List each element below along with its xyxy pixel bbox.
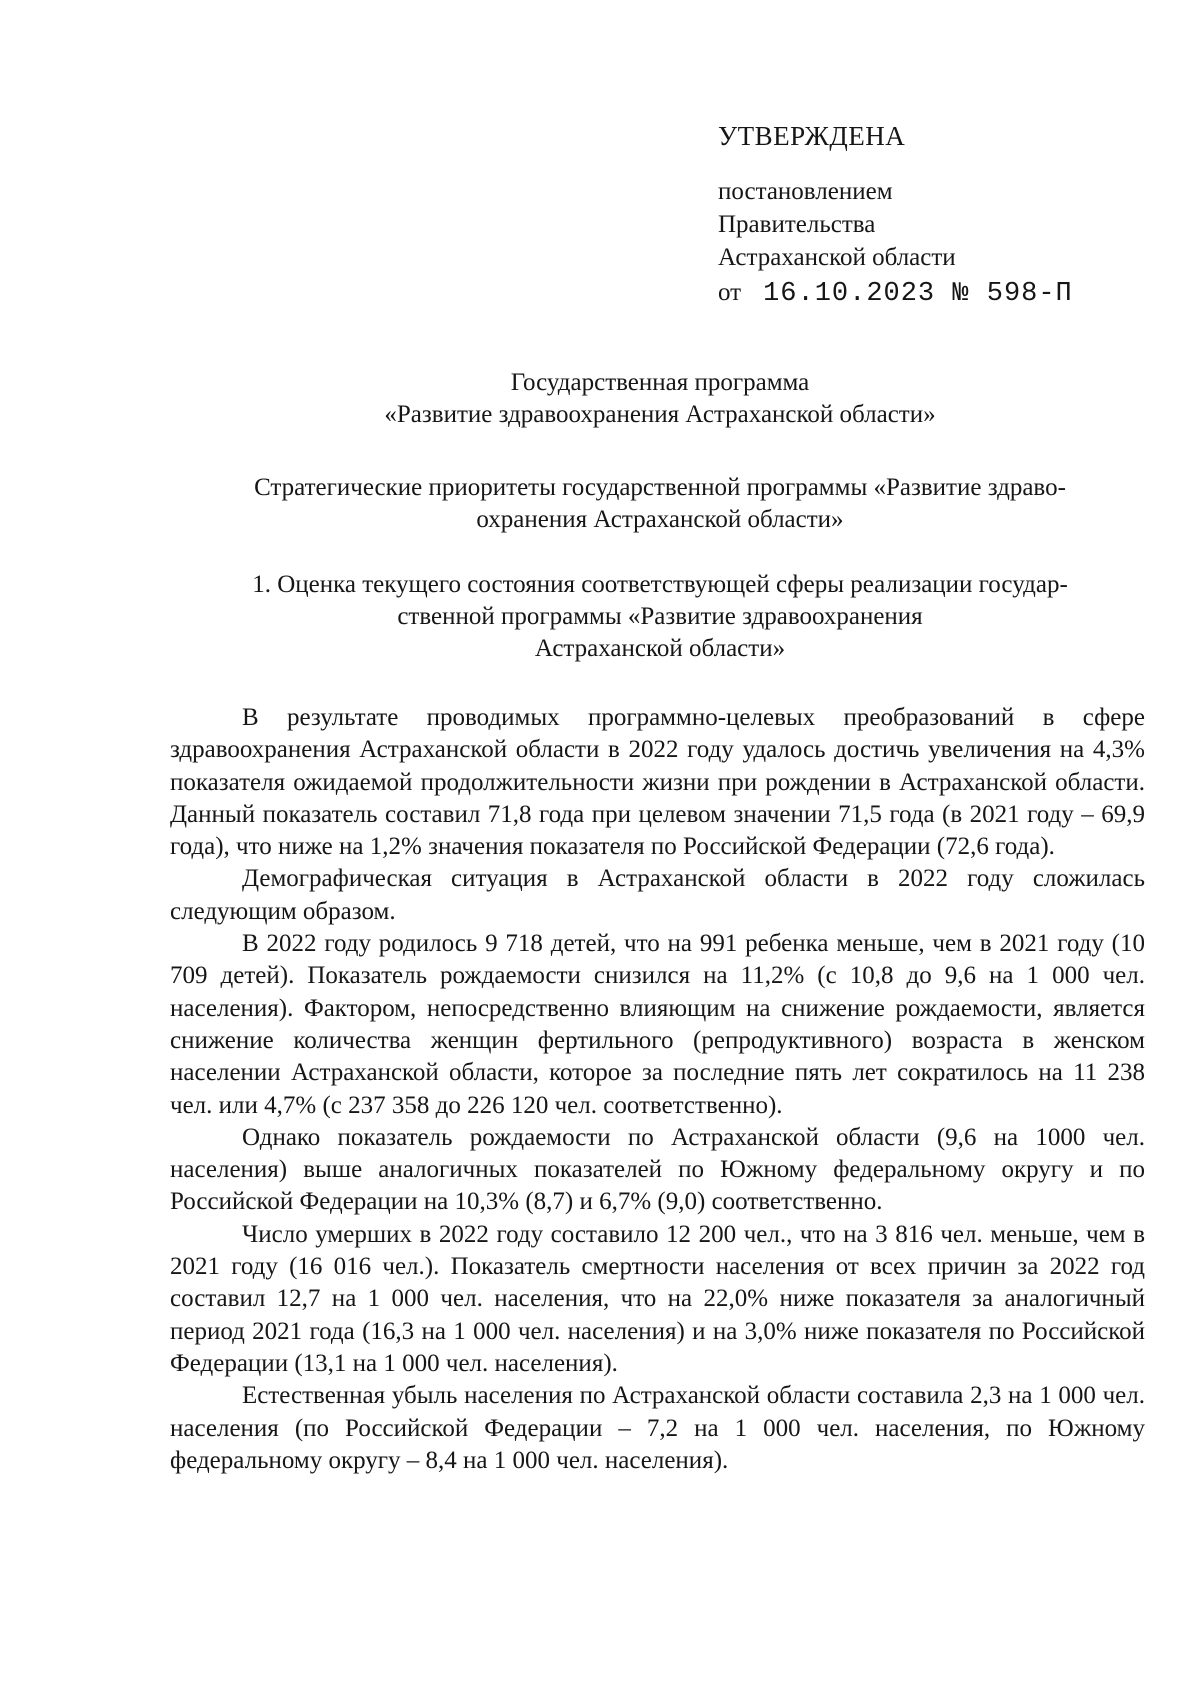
- paragraph-birth-rate-comparison: Однако показатель рождаемости по Астраханской области (9,6 на 1000 чел. населения) выше аналогичных показателей по Южному федеральному округу и по Российской Федерации на 10,3% (8,7) и 6,7% (9,0) соответственно.: [170, 1123, 1145, 1216]
- section-heading-line-3: Астраханской области»: [534, 635, 786, 662]
- approval-line-3: Астраханской области: [718, 244, 956, 271]
- approval-line-1: постановлением: [718, 178, 893, 205]
- priorities-heading: [170, 472, 1150, 536]
- section-heading: [170, 569, 1150, 665]
- paragraph-demographics: Демографическая ситуация в Астраханской области в 2022 году сложилась следующим образом.: [170, 865, 1145, 925]
- approval-block: [718, 120, 1158, 311]
- approval-date-line: [718, 276, 1158, 311]
- approval-date-number: 16.10.2023 № 598-П: [763, 279, 1073, 309]
- approval-date-prefix: от: [718, 279, 742, 306]
- approval-line-2: Правительства: [718, 211, 876, 238]
- program-title-line-2: «Развитие здравоохранения Астраханской области»: [384, 401, 936, 428]
- paragraph-mortality: Число умерших в 2022 году составило 12 200 чел., что на 3 816 чел. меньше, чем в 2021 году (16 016 чел.). Показатель смертности населения от всех причин за 2022 год составил 12,7 на 1 000 чел. населения, что на 22,0% ниже показателя за аналогичный период 2021 года (16,3 на 1 000 чел. населения) и на 3,0% ниже показателя по Российской Федерации (13,1 на 1 000 чел. населения).: [170, 1220, 1145, 1377]
- body-text: [170, 702, 1145, 1477]
- priorities-heading-line-1: Стратегические приоритеты государственной программы «Развитие здраво-: [254, 474, 1066, 501]
- priorities-heading-line-2: охранения Астраханской области»: [476, 506, 844, 533]
- section-heading-line-2: ственной программы «Развитие здравоохранения: [397, 603, 923, 630]
- approval-stamp: УТВЕРЖДЕНА: [718, 121, 906, 151]
- paragraph-natural-decline: Естественная убыль населения по Астраханской области составила 2,3 на 1 000 чел. населения (по Российской Федерации – 7,2 на 1 000 чел. населения, по Южному федеральному округу – 8,4 на 1 000 чел. населения).: [170, 1382, 1145, 1474]
- section-heading-line-1: 1. Оценка текущего состояния соответствующей сферы реализации государ-: [252, 571, 1068, 598]
- program-title-line-1: Государственная программа: [510, 369, 810, 396]
- paragraph-life-expectancy: В результате проводимых программно-целевых преобразований в сфере здравоохранения Астраханской области в 2022 году удалось достичь увеличения на 4,3% показателя ожидаемой продолжительности жизни при рождении в Астраханской области. Данный показатель составил 71,8 года при целевом значении 71,5 года (в 2021 году – 69,9 года), что ниже на 1,2% значения показателя по Российской Федерации (72,6 года).: [170, 704, 1145, 861]
- paragraph-births: В 2022 году родилось 9 718 детей, что на 991 ребенка меньше, чем в 2021 году (10 709 детей). Показатель рождаемости снизился на 11,2% (с 10,8 до 9,6 на 1 000 чел. населения). Фактором, непосредственно влияющим на снижение рождаемости, является снижение количества женщин фертильного (репродуктивного) возраста в женском населении Астраханской области, которое за последние пять лет сократилось на 11 238 чел. или 4,7% (с 237 358 до 226 120 чел. соответственно).: [170, 930, 1145, 1119]
- program-title: [170, 367, 1150, 431]
